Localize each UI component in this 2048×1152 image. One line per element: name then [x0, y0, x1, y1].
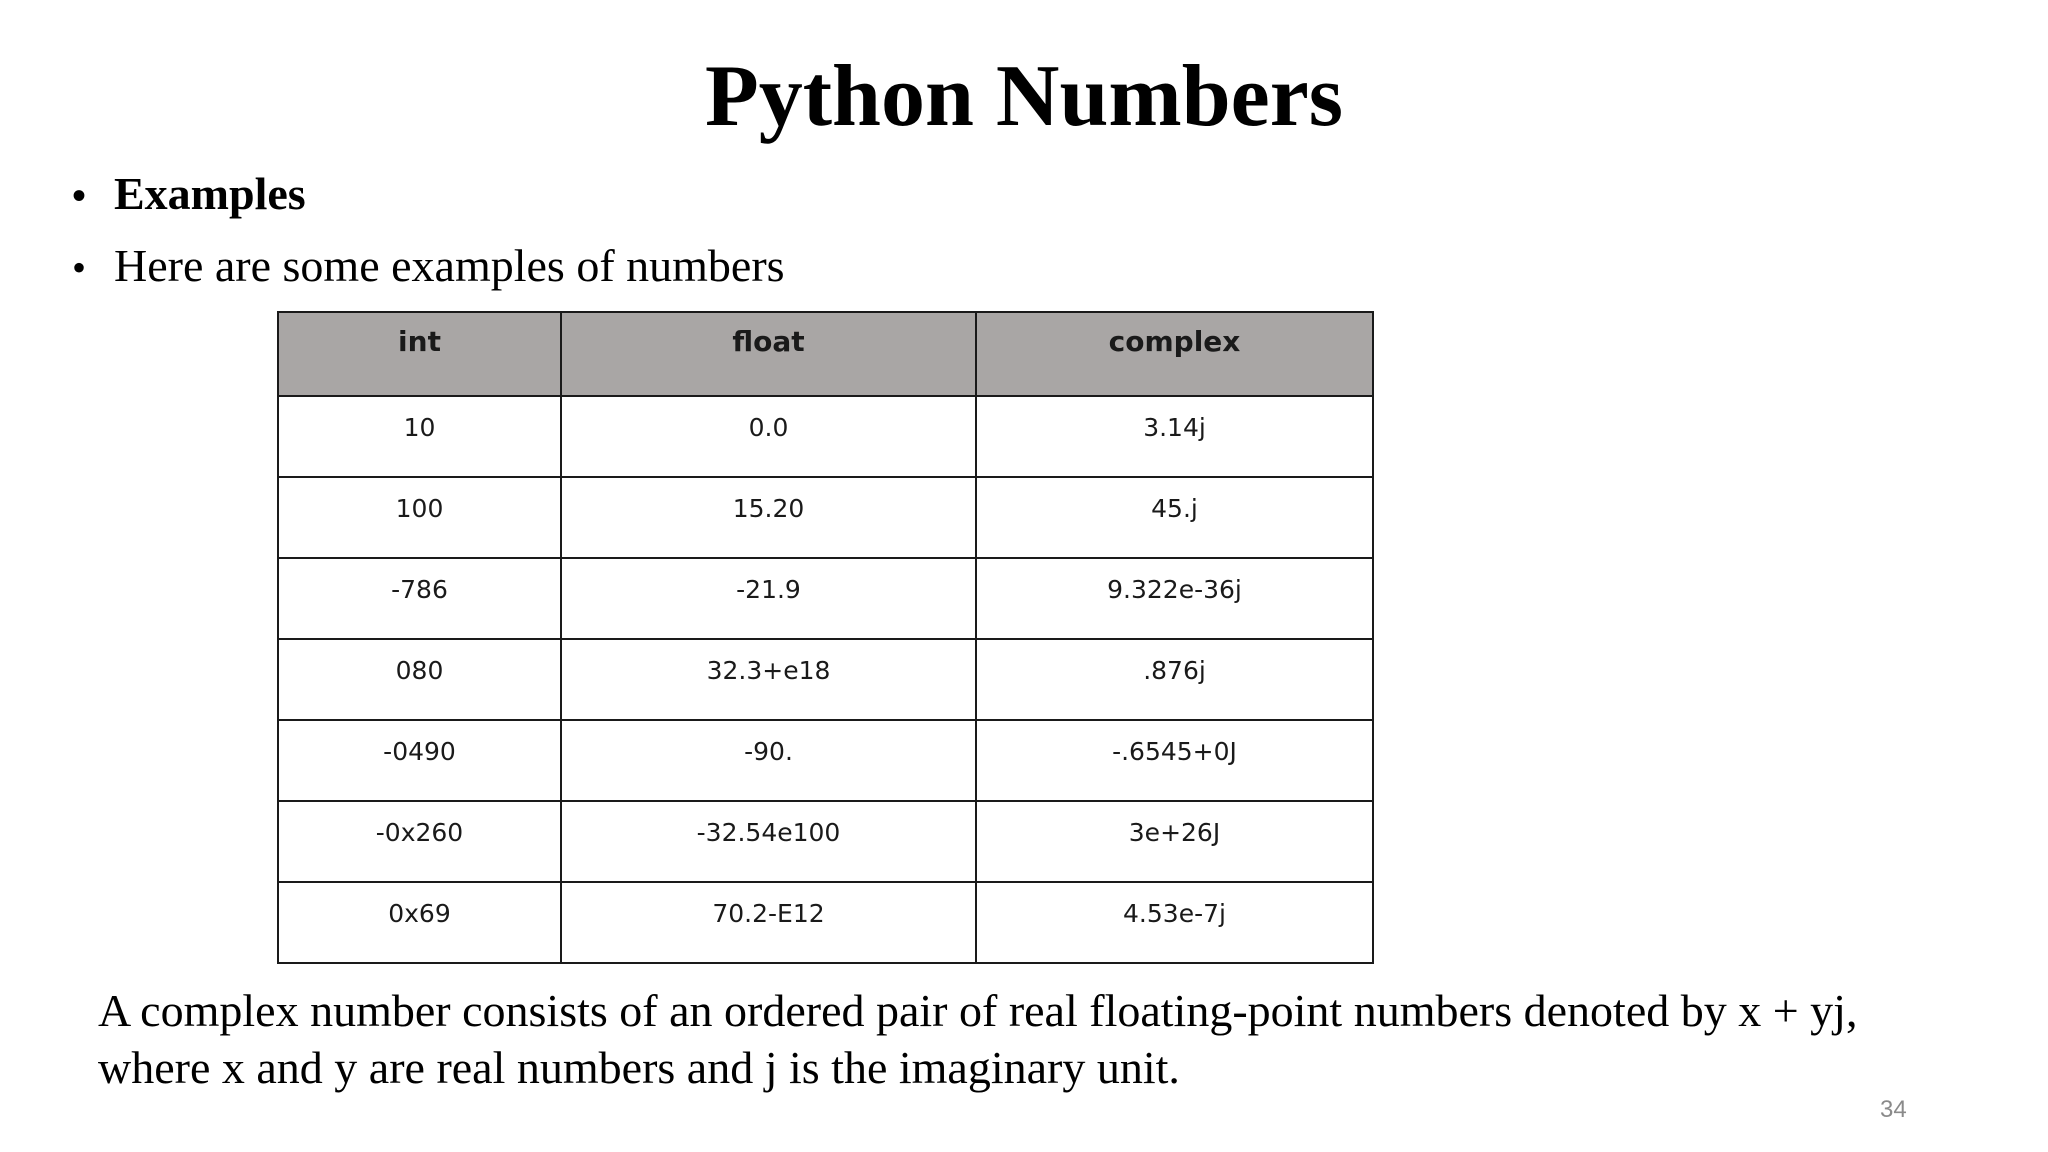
bullet-text: Here are some examples of numbers [114, 240, 785, 291]
table-cell: 0.0 [561, 396, 976, 477]
table-cell: 45.j [976, 477, 1373, 558]
table-row [278, 477, 1373, 558]
table-cell: 080 [278, 639, 561, 720]
bullet-intro [72, 238, 785, 296]
table-cell: -786 [278, 558, 561, 639]
table-cell: 9.322e-36j [976, 558, 1373, 639]
header-int: int [278, 312, 561, 396]
numbers-table [277, 311, 1374, 964]
numbers-table-container [277, 311, 1372, 964]
table-header-row [278, 312, 1373, 396]
slide-title: Python Numbers [704, 48, 1344, 145]
page-number: 34 [1880, 1096, 1907, 1123]
table-cell: 15.20 [561, 477, 976, 558]
table-row [278, 396, 1373, 477]
bullet-examples [72, 166, 306, 224]
table-cell: 3.14j [976, 396, 1373, 477]
complex-number-description: A complex number consists of an ordered pair of real floating-point numbers denoted by x + yj, where x and y are real numbers and j is the imaginary unit. [98, 985, 1858, 1093]
table-row [278, 720, 1373, 801]
table-cell: 3e+26J [976, 801, 1373, 882]
table-row [278, 882, 1373, 963]
table-cell: -21.9 [561, 558, 976, 639]
table-cell: 32.3+e18 [561, 639, 976, 720]
table-row [278, 639, 1373, 720]
table-cell: -0x260 [278, 801, 561, 882]
table-cell: 100 [278, 477, 561, 558]
table-cell: 70.2-E12 [561, 882, 976, 963]
table-row [278, 558, 1373, 639]
table-cell: 4.53e-7j [976, 882, 1373, 963]
table-cell: 10 [278, 396, 561, 477]
bullet-text: Examples [114, 168, 306, 219]
table-cell: 0x69 [278, 882, 561, 963]
table-cell: -90. [561, 720, 976, 801]
bullet-marker: • [72, 173, 87, 218]
table-cell: -32.54e100 [561, 801, 976, 882]
table-row [278, 801, 1373, 882]
header-complex: complex [976, 312, 1373, 396]
header-float: float [561, 312, 976, 396]
table-cell: .876j [976, 639, 1373, 720]
table-cell: -.6545+0J [976, 720, 1373, 801]
bullet-marker: • [72, 245, 87, 290]
table-cell: -0490 [278, 720, 561, 801]
